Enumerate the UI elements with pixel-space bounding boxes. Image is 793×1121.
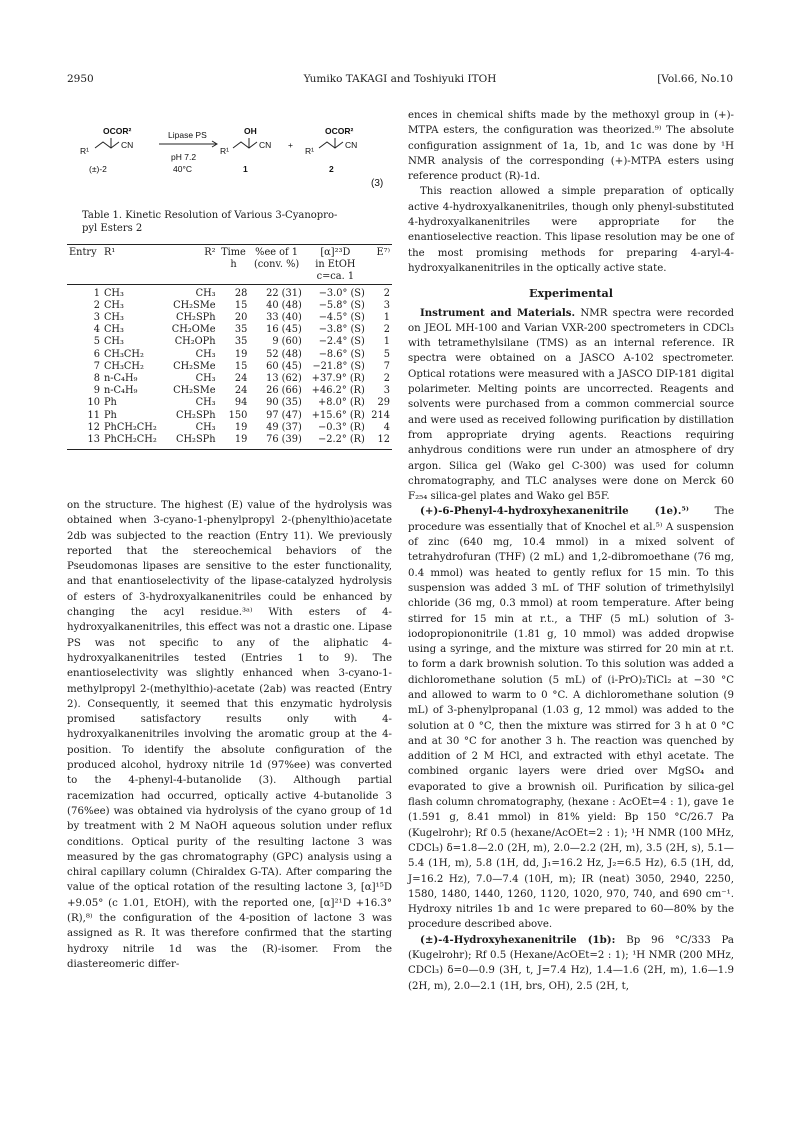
- volume-info: [Vol.66, No.10: [657, 73, 733, 85]
- product2-label: 2: [329, 164, 334, 174]
- table-cell: 13 (62): [266, 373, 302, 385]
- substrate-chain: [95, 142, 119, 148]
- table-cell: −2.4° (S): [318, 336, 365, 348]
- col-entry: Entry: [67, 245, 102, 260]
- product1-label: 1: [243, 164, 248, 174]
- section-title: Experimental: [528, 286, 614, 301]
- sub-solvent: in EtOH: [315, 259, 356, 271]
- table-cell: 40 (48): [266, 299, 302, 311]
- ph-condition: pH 7.2: [171, 152, 197, 162]
- table-cell: CH₃: [195, 287, 216, 299]
- right-paragraph-2: This reaction allowed a simple preparation of optically active 4-hydroxyalkanenitriles, though only phenyl-substituted 4-hydroxyalkanenitriles were appropriate for the enantioselective reaction. This lipase resolution may be one of the most promising methods for preparing 4-aryl-4-hydroxyalkanenitriles in the optically active state.: [408, 186, 734, 274]
- table-cell: 19: [234, 348, 248, 360]
- table-cell: 49 (37): [266, 421, 302, 433]
- table-cell: −2.2° (R): [304, 434, 367, 450]
- table-cell: 24: [234, 385, 248, 397]
- substrate-group: OCOR²: [103, 126, 132, 136]
- table-row: [67, 336, 392, 348]
- table-cell: CH₃: [103, 287, 124, 299]
- table-cell: 4: [383, 421, 390, 433]
- table-row: [67, 361, 392, 373]
- table-caption-cont: pyl Esters 2: [82, 223, 143, 234]
- table-cell: 35: [234, 336, 248, 348]
- paragraph-1b-body: Bp 96 °C/333 Pa (Kugelrohr); Rf 0.5 (Hexane/AcOEt=2 : 1); ¹H NMR (200 MHz, CDCl₃) δ=0—0.9 (3H, t, J=7.4 Hz), 1.4—1.6 (2H, m), 1.6—1.9 (2H, m), 2.0—2.1 (1H, brs, OH), 2.5 (2H, t,: [408, 934, 734, 992]
- paragraph-1b-head: (±)-4-Hydroxyhexanenitrile (1b):: [420, 933, 616, 946]
- table-cell: CH₃: [195, 397, 216, 409]
- table-cell: −8.6° (S): [318, 348, 365, 360]
- table-cell: 9 (60): [272, 336, 302, 348]
- col-r1: R¹: [102, 245, 165, 260]
- table-cell: 94: [234, 397, 248, 409]
- table-row: [67, 300, 392, 312]
- table-header-row: [67, 245, 392, 260]
- table-cell: 19: [218, 434, 250, 450]
- table-cell: 90 (35): [266, 397, 302, 409]
- table-cell: CH₂SMe: [173, 299, 216, 311]
- table-subheader-row: [67, 259, 392, 271]
- table-cell: CH₂SMe: [173, 360, 216, 372]
- table-cell: 19: [234, 421, 248, 433]
- plus-sign: +: [288, 140, 293, 150]
- table-cell: CH₂OMe: [171, 324, 216, 336]
- table-cell: 20: [234, 312, 248, 324]
- table-cell: 11: [87, 409, 100, 421]
- table-cell: CH₃: [195, 348, 216, 360]
- table-cell: 150: [228, 409, 248, 421]
- table-cell: 10: [87, 397, 100, 409]
- table-cell: CH₂SPh: [176, 312, 216, 324]
- table-cell: 7: [93, 360, 100, 372]
- table-row: [67, 324, 392, 336]
- table-row: [67, 349, 392, 361]
- table-cell: CH₃: [103, 324, 124, 336]
- product2-group: OCOR²: [325, 126, 354, 136]
- right-paragraph-1: ences in chemical shifts made by the methoxyl group in (+)-MTPA esters, the configuration was theorized.⁹⁾ The absolute configuration assignment of 1a, 1b, and 1c was done by ¹H NMR analysis of the corresponding (+)-MTPA esters using reference product (R)-1d.: [408, 110, 734, 183]
- table-cell: 9: [93, 385, 100, 397]
- table-row: [67, 397, 392, 409]
- col-ee: %ee of 1: [249, 245, 303, 260]
- table-cell: PhCH₂CH₂: [102, 434, 165, 450]
- substrate-r: R¹: [80, 146, 89, 156]
- kinetic-resolution-table: [67, 244, 392, 450]
- right-column: [408, 108, 734, 994]
- product1-chain: [233, 142, 257, 148]
- table-row: [67, 422, 392, 434]
- substrate-label: (±)-2: [89, 164, 107, 174]
- table-cell: 22 (31): [266, 287, 302, 299]
- col-r2: R²: [165, 245, 218, 260]
- col-e-value: E⁷⁾: [367, 245, 392, 260]
- table-cell: −5.8° (S): [318, 299, 365, 311]
- paragraph-instruments: [408, 306, 734, 505]
- temp-condition: 40°C: [173, 164, 192, 174]
- table-cell: CH₃: [195, 421, 216, 433]
- table-cell: CH₃CH₂: [103, 360, 144, 372]
- table-cell: 2: [383, 324, 390, 336]
- table-cell: CH₃: [103, 312, 124, 324]
- table-cell: 12: [87, 421, 100, 433]
- product1-group: OH: [244, 126, 257, 136]
- paragraph-1b: [408, 933, 734, 994]
- table-cell: CH₃CH₂: [103, 348, 144, 360]
- table-cell: CH₃: [103, 336, 124, 348]
- paragraph-1e-head: (+)-6-Phenyl-4-hydroxyhexanenitrile (1e).⁵⁾: [420, 505, 689, 518]
- paragraph-1e: [408, 504, 734, 932]
- table-cell: 52 (48): [266, 348, 302, 360]
- table-cell: 16 (45): [266, 324, 302, 336]
- table-cell: 5: [383, 348, 390, 360]
- table-cell: Ph: [103, 397, 117, 409]
- table-cell: 3: [383, 385, 390, 397]
- table-cell: 13: [67, 434, 102, 450]
- table-cell: CH₂SPh: [176, 409, 216, 421]
- table-row: [67, 410, 392, 422]
- table-cell: 1: [383, 312, 390, 324]
- page-number: 2950: [67, 73, 94, 85]
- table-cell: 29: [377, 397, 390, 409]
- substrate-cn: CN: [121, 140, 134, 150]
- table-cell: 2: [383, 287, 390, 299]
- table-cell: +46.2° (R): [311, 385, 365, 397]
- left-column: [67, 498, 392, 972]
- table-cell: 2: [383, 373, 390, 385]
- table-cell: 33 (40): [266, 312, 302, 324]
- table-cell: 8: [93, 373, 100, 385]
- table-cell: 28: [234, 287, 248, 299]
- table-cell: CH₂SPh: [165, 434, 218, 450]
- equation-number: (3): [371, 178, 384, 189]
- table-cell: 3: [93, 312, 100, 324]
- table-cell: +37.9° (R): [311, 373, 365, 385]
- table-cell: PhCH₂CH₂: [103, 421, 157, 433]
- table-cell: CH₃: [103, 299, 124, 311]
- table-cell: 12: [367, 434, 392, 450]
- table-cell: −3.0° (S): [318, 287, 365, 299]
- table-cell: n-C₄H₉: [103, 373, 138, 385]
- table-cell: 15: [234, 299, 248, 311]
- product2-r: R¹: [305, 146, 314, 156]
- table-cell: CH₂OPh: [174, 336, 216, 348]
- table-cell: 1: [93, 287, 100, 299]
- product2-chain: [319, 142, 343, 148]
- table-row: [67, 312, 392, 324]
- table-cell: 15: [234, 360, 248, 372]
- table-cell: 60 (45): [266, 360, 302, 372]
- product1-r: R¹: [220, 146, 229, 156]
- table-cell: +8.0° (R): [318, 397, 365, 409]
- table-cell: −4.5° (S): [318, 312, 365, 324]
- sub-conv: (conv. %): [253, 259, 300, 271]
- table-caption: [67, 209, 392, 235]
- table-cell: −3.8° (S): [318, 324, 365, 336]
- table-body: [67, 284, 392, 450]
- table-cell: CH₃: [195, 373, 216, 385]
- enzyme-label: Lipase PS: [168, 130, 207, 140]
- product2-cn: CN: [345, 140, 358, 150]
- col-time: Time: [218, 245, 250, 260]
- reaction-scheme-graphic: [67, 118, 397, 198]
- running-header: [67, 73, 733, 87]
- table-cell: 97 (47): [266, 409, 302, 421]
- table-row: [67, 284, 392, 300]
- table-row: [67, 434, 392, 450]
- table-cell: 7: [383, 360, 390, 372]
- table-cell: 4: [93, 324, 100, 336]
- paragraph-instruments-body: NMR spectra were recorded on JEOL MH-100 and Varian VXR-200 spectrometers in CDCl₃ with tetramethylsilane (TMS) as an internal reference. IR spectra were obtained on a JASCO A-102 spectrometer. Optical rotations were measured with a JASCO DIP-181 digital polarimeter. Melting points are uncorrected. Reagents and solvents were purchased from a common commercial source and were used as received following purification by distillation from appropriate drying agents. Reactions requiring anhydrous conditions were run under an atmosphere of dry argon. Silica gel (Wako gel C-300) was used for column chromatography, and TLC analyses were done on Merck 60 F₂₅₄ silica-gel plates and Wako gel B5F.: [408, 307, 734, 503]
- table-cell: 1: [383, 336, 390, 348]
- sub-conc: c=ca. 1: [304, 271, 367, 284]
- table-cell: CH₂SMe: [173, 385, 216, 397]
- table-cell: −0.3° (R): [318, 421, 365, 433]
- table-cell: 35: [234, 324, 248, 336]
- table-cell: 3: [383, 299, 390, 311]
- table-cell: Ph: [103, 409, 117, 421]
- paragraph-1e-body: The procedure was essentially that of Knochel et al.⁵⁾ A suspension of zinc (640 mg, 10.4 mmol) in a mixed solvent of tetrahydrofuran (THF) (2 mL) and 1,2-dibromoethane (76 mg, 0.4 mmol) was heated to gently reflux for 15 min. To this suspension was added 3 mL of THF solution of trimethylsilyl chloride (36 mg, 0.3 mmol) at room temperature. After being stirred for 15 min at r.t., a THF (5 mL) solution of 3-iodopropiononitrile (1.81 g, 10 mmol) was added dropwise using a syringe, and the mixture was stirred for 20 min at r.t. to form a dark brownish solution. To this solution was added a dichloromethane solution (5 mL) of (i-PrO)₂TiCl₂ at −30 °C and allowed to warm to 0 °C. A dichloromethane solution (9 mL) of 3-phenylpropanal (1.03 g, 12 mmol) was added to the solution at 0 °C, then the mixture was stirred for 3 h at 0 °C and at 30 °C for another 3 h. The reaction was quenched by addition of 2 M HCl, and extracted with ethyl acetate. The combined organic layers were dried over MgSO₄ and evaporated to give a brownish oil. Purification by silica-gel flash column chromatography, (hexane : AcOEt=4 : 1), gave 1e (1.591 g, 8.41 mmol) in 81% yield: Bp 150 °C/26.7 Pa (Kugelrohr); Rf 0.5 (hexane/AcOEt=2 : 1); ¹H NMR (100 MHz, CDCl₃) δ=1.8—2.0 (2H, m), 2.0—2.2 (2H, m), 3.5 (2H, s), 5.1—5.4 (1H, m), 5.8 (1H, dd, J₁=16.2 Hz, J₂=6.5 Hz), 6.5 (1H, dd, J=16.2 Hz), 7.0—7.4 (10H, m); IR (neat) 3050, 2940, 2250, 1580, 1480, 1440, 1260, 1120, 1020, 970, 740, and 690 cm⁻¹. Hydroxy nitriles 1b and 1c were prepared to 60—80% by the procedure described above.: [408, 506, 734, 931]
- table-subheader-row-2: [67, 271, 392, 284]
- table-cell: 24: [234, 373, 248, 385]
- table-caption-text: Kinetic Resolution of Various 3-Cyanopro-: [125, 210, 338, 221]
- table-row: [67, 385, 392, 397]
- table-cell: 6: [93, 348, 100, 360]
- table-cell: n-C₄H₉: [103, 385, 138, 397]
- left-paragraph: on the structure. The highest (E) value of the hydrolysis was obtained when 3-cyano-1-phenylpropyl 2-(phenylthio)acetate 2db was subjected to the reaction (Entry 11). We previously reported that the stereochemical behaviors of the Pseudomonas lipases are sensitive to the ester functionality, and that enantioselectivity of the lipase-catalyzed hydrolysis of esters of 3-hydroxyalkanenitriles could be enhanced by changing the acyl residue.³ᵃ⁾ With esters of 4-hydroxyalkanenitriles, this effect was not a drastic one. Lipase PS was not specific to any of the aliphatic 4-hydroxyalkanenitriles tested (Entries 1 to 9). The enantioselectivity was slightly enhanced when 3-cyano-1-methylpropyl 2-(methylthio)-acetate (2ab) was reacted (Entry 2). Consequently, it seemed that this enzymatic hydrolysis promised satisfactory results only with 4-hydroxyalkanenitriles involving the aromatic group at the 4-position. To identify the absolute configuration of the produced alcohol, hydroxy nitrile 1d (97%ee) was converted to the 4-phenyl-4-butanolide (3). Although partial racemization had occurred, optically active 4-butanolide 3 (76%ee) was obtained via hydrolysis of the cyano group of 1d by treatment with 2 M NaOH aqueous solution under reflux conditions. Optical purity of the resulting lactone 3 was measured by the gas chromatography (GPC) analysis using a chiral capillary column (Chiraldex G-TA). After comparing the value of the optical rotation of the resulting lactone 3, [α]¹⁵D +9.05° (c 1.01, EtOH), with the reported one, [α]²¹D +16.3° (R),⁸⁾ the configuration of the 4-position of lactone 3 was assigned as R. It was therefore confirmed that the starting hydroxy nitrile 1d was the (R)-isomer. From the diastereomeric differ-: [67, 500, 392, 970]
- reaction-scheme: [67, 118, 397, 198]
- table-row: [67, 373, 392, 385]
- table-cell: 5: [93, 336, 100, 348]
- product1-cn: CN: [259, 140, 272, 150]
- running-authors: Yumiko TAKAGI and Toshiyuki ITOH: [303, 73, 497, 85]
- table-cell: 26 (66): [266, 385, 302, 397]
- table-cell: −21.8° (S): [312, 360, 365, 372]
- paragraph-instruments-head: Instrument and Materials.: [420, 306, 576, 319]
- table-cell: 214: [371, 409, 390, 421]
- table-cell: 2: [93, 299, 100, 311]
- table-caption-label: Table 1.: [82, 210, 123, 221]
- sub-time: h: [230, 259, 237, 271]
- table-cell: 76 (39): [249, 434, 303, 450]
- col-rotation: [α]²³D: [304, 245, 367, 260]
- table-cell: +15.6° (R): [311, 409, 365, 421]
